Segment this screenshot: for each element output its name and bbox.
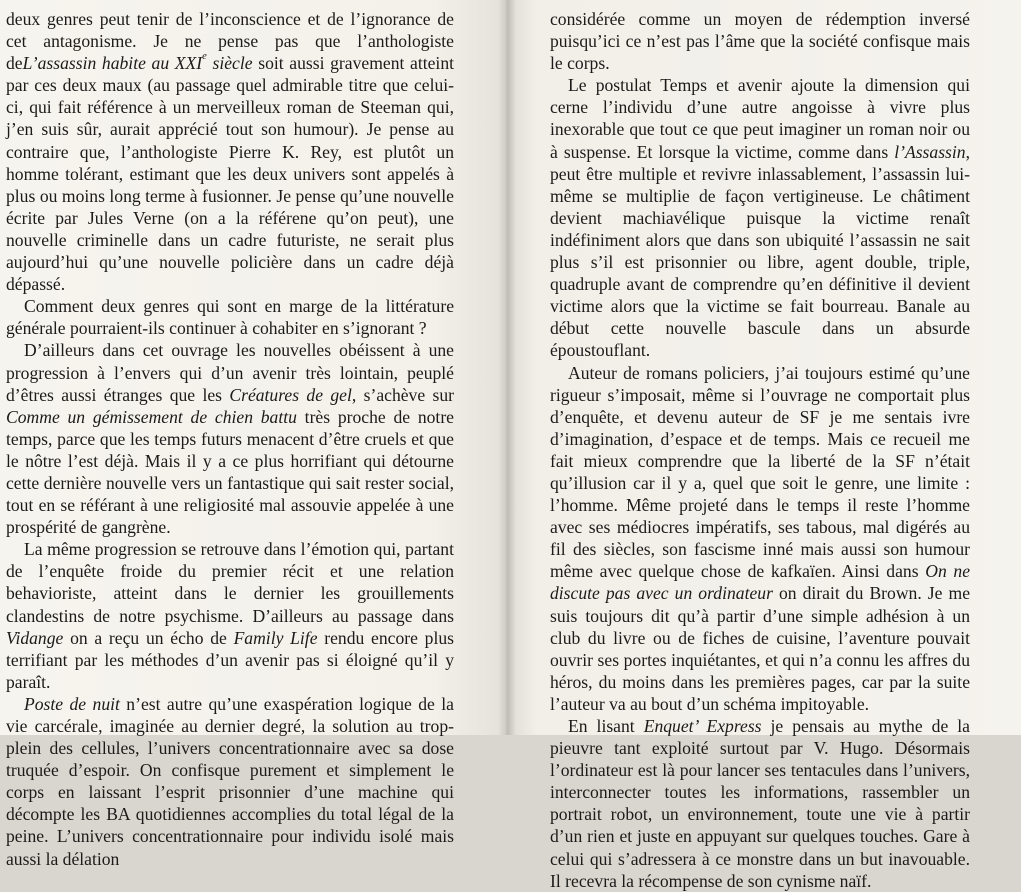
left-page-text [6,8,454,870]
film-title: Family Life [233,627,318,648]
story-title: Créatures de gel [229,384,352,405]
story-title: On ne discute pas avec un ordinateur [550,561,971,604]
book-title: siècle [206,53,253,74]
book-title: L’assassin habite au XXI [22,53,203,74]
text-run: , s’achève sur [351,384,455,405]
right-paragraph-1: considérée comme un moyen de rédemption inversé puisqu’ici ce n’est pas l’âme que la société confisque mais le corps. [550,9,970,74]
text-run: on a reçu un écho de [63,627,234,648]
right-page-text [550,8,970,892]
left-paragraph-3 [6,339,454,538]
text-run: très proche de notre temps, parce que les temps futurs menacent d’être cruels et que le nôtre l’est déjà. Mais il y a ce plus horrifiant qui détourne cette dernière nouvelle vers un fantastique qui sait rester social, tout en se référant à une religiosité mal assouvie appelée à une prospérité de gangrène. [6,406,454,538]
text-run: Le postulat Temps et avenir ajoute la dimension qui cerne l’individu d’une autre angoisse à vivre plus inexorable que tout ce que peut imaginer un roman noir ou à suspense. Et lorsque la victime, comme dans [550,75,970,162]
left-page [0,0,506,869]
right-paragraph-4 [550,715,970,892]
story-title: l’Assassin [894,141,966,162]
story-title: Enquet’ Express [643,716,762,736]
text-run: rendu encore plus terrifiant par les méthodes d’un avenir pas si éloigné qu’il y paraît. [6,627,454,692]
left-paragraph-4 [6,538,454,693]
text-run: soit aussi gravement atteint par ces deux maux (au passage quel admirable titre que celui-ci, qui fait référence à un merveilleux roman de Steeman qui, j’en suis sûr, aurait apprécié tout son humour). Je pense au contraire que, l’anthologiste Pierre K. Rey, est plutôt un homme tolérant, estimant que les deux univers sont appelés à plus ou moins long terme à fusionner. Je pense qu’une nouvelle écrite par Jules Verne (on a la référene qu’on peut), une nouvelle criminelle dans un cadre futuriste, ne serait plus aujourd’hui qu’une nouvelle policière dans un cadre déjà dépassé. [6,53,455,295]
book-gutter-shadow [498,0,516,735]
left-paragraph-2: Comment deux genres qui sont en marge de la littérature générale pourraient-ils continuer à cohabiter en s’ignorant ? [6,296,454,339]
left-paragraph-5 [6,693,454,870]
right-page [506,0,1021,891]
left-paragraph-1 [6,8,454,295]
story-title: Comme un gémissement de chien battu [6,406,297,427]
text-run: je pensais au mythe de la pieuvre tant exploité surtout par V. Hugo. Désormais l’ordinateur est là pour lancer ses tentacules dans l’univers, interconnecter toutes les informations, rassembler un portrait robot, un environnement, toute une vie à partir d’un rien et juste en appuyant sur quelques touches. Gare à celui qui s’adressera à ce monstre dans un but inavouable. Il recevra la récompense de son cynisme naïf. [550,716,970,891]
text-run: n’est autre qu’une exaspération logique de la vie carcérale, imaginée au dernier degré, la solution au trop-plein des cellules, l’univers concentrationnaire avec sa dose truquée d’espoir. On confisque purement et simplement le corps en laissant l’esprit prisonnier d’une machine qui décompte les BA quotidiennes accomplies du total légal de la peine. L’univers concentrationnaire pour individu isolé mais aussi la délation [6,693,454,869]
text-run: deux genres peut tenir de l’inconscience et de l’ignorance de cet antagonisme. Je ne pense pas que l’anthologiste de [6,9,454,74]
right-paragraph-3 [550,362,970,716]
superscript: e [202,50,207,62]
story-title: Poste de nuit [24,693,120,714]
story-title: Vidange [6,627,64,648]
text-run: D’ailleurs dans cet ouvrage les nouvelles obéissent à une progression à l’envers qui d’un avenir très lointain, peuplé d’êtres aussi étranges que les [6,340,454,405]
text-run: La même progression se retrouve dans l’émotion qui, partant de l’enquête froide du premier récit et une relation behavioriste, atteint dans le dernier les grouillements clandestins de notre psychisme. D’ailleurs au passage dans [6,539,454,626]
text-run: Auteur de romans policiers, j’ai toujours estimé qu’une rigueur s’imposait, même si l’ouvrage ne comportait plus d’enquête, et devenu auteur de SF je me sentais ivre d’imagination, d’espace et de temps. Mais ce recueil me fait mieux comprendre que la liberté de la SF n’était qu’illusion car il y a, quel que soit le genre, une limite : l’homme. Même projeté dans le temps il reste l’homme avec ses médiocres impératifs, ses tabous, mal digérés au fil des siècles, son fascisme inné mais aussi son humour même avec quelque chose de kafkaïen. Ainsi dans [550,362,970,582]
text-run: En lisant [568,716,644,736]
text-run: , peut être multiple et revivre inlassablement, l’assassin lui-même se multiplie de façon vertigineuse. Le châtiment devient machiavélique puisque la victime renaît indéfiniment alors que dans son ubiquité l’assassin ne sait plus s’il est prisonnier ou libre, agent double, triple, quadruple avant de comprendre qu’en définitive il devient victime alors que la victime se fait bourreau. Banale au début cette nouvelle bascule dans un absurde époustouflant. [550,141,970,361]
text-run: on dirait du Brown. Je me suis toujours dit qu’à partir d’une simple adhésion à un club du livre ou de fiches de cuisine, l’aventure pouvait ouvrir ses portes inquiétantes, et qui n’a connu les affres du héros, du moins dans les premières pages, car par la suite l’auteur va au bout d’un schéma impitoyable. [550,583,970,714]
right-paragraph-2 [550,74,970,361]
